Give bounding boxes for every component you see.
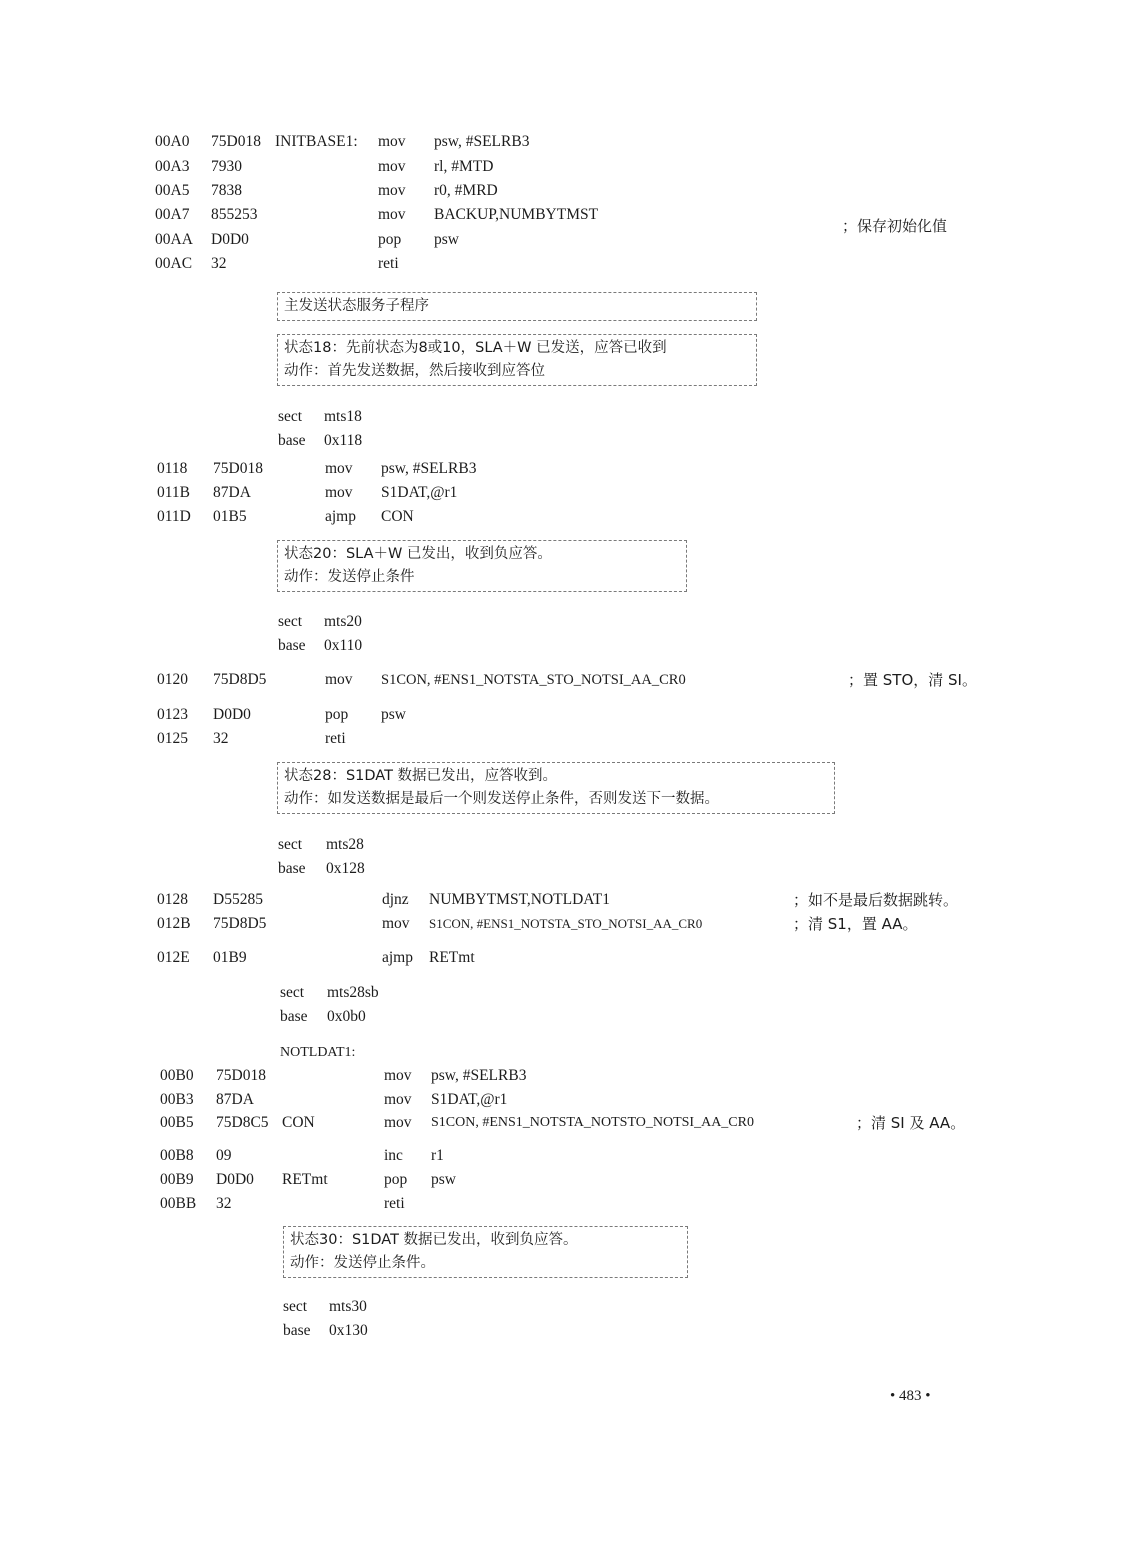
operands: S1DAT,@r1 (381, 484, 458, 501)
directive-value: mts30 (329, 1298, 367, 1315)
state-20-box (277, 540, 687, 592)
operands: RETmt (429, 949, 475, 966)
opcode-hex: 87DA (213, 484, 251, 501)
operands: CON (381, 508, 414, 525)
opcode-hex: 09 (216, 1147, 232, 1164)
mnemonic: reti (378, 255, 399, 272)
state-28-box (277, 762, 835, 814)
mnemonic: djnz (382, 891, 409, 908)
operands: psw, #SELRB3 (434, 133, 530, 150)
address: 00AA (155, 231, 193, 248)
opcode-hex: 75D8D5 (213, 671, 267, 688)
opcode-hex: 75D8D5 (213, 915, 267, 932)
opcode-hex: 32 (211, 255, 227, 272)
directive-keyword: base (278, 860, 306, 877)
code-label: NOTLDAT1: (280, 1045, 356, 1060)
address: 00A3 (155, 158, 190, 175)
mnemonic: ajmp (382, 949, 413, 966)
operands: S1CON, #ENS1_NOTSTA_STO_NOTSI_AA_CR0 (429, 916, 703, 931)
directive-value: mts20 (324, 613, 362, 630)
mnemonic: pop (378, 231, 402, 248)
directive-value: 0x110 (324, 637, 363, 654)
mnemonic: reti (384, 1195, 405, 1212)
directive-value: 0x0b0 (327, 1008, 366, 1025)
address: 00B3 (160, 1091, 194, 1108)
comment: ；置 STO，清 SI。 (848, 671, 977, 689)
operands: S1CON, #ENS1_NOTSTA_STO_NOTSI_AA_CR0 (381, 672, 686, 688)
mnemonic: mov (325, 460, 353, 477)
operands: rl, #MTD (434, 158, 494, 175)
opcode-hex: D0D0 (213, 706, 251, 723)
directive-value: mts18 (324, 408, 362, 425)
mnemonic: mov (384, 1067, 412, 1084)
mnemonic: mov (325, 484, 353, 501)
directive-keyword: base (278, 432, 306, 449)
comment: ；清 SI 及 AA。 (856, 1114, 966, 1132)
address: 00B0 (160, 1067, 194, 1084)
mnemonic: mov (384, 1091, 412, 1108)
mnemonic: mov (378, 158, 406, 175)
directive-value: mts28 (326, 836, 364, 853)
box-line-action: 动作：首先发送数据，然后接收到应答位 (284, 363, 545, 379)
opcode-hex: 01B5 (213, 508, 247, 525)
mnemonic: mov (378, 206, 406, 223)
directive-keyword: base (278, 637, 306, 654)
comment: ；保存初始化值 (842, 217, 948, 235)
directive-value: 0x128 (326, 860, 365, 877)
mnemonic: reti (325, 730, 346, 747)
directive-keyword: sect (278, 408, 303, 425)
address: 012E (157, 949, 190, 966)
operands: psw (431, 1171, 456, 1188)
mnemonic: mov (378, 182, 406, 199)
directive-value: 0x130 (329, 1322, 368, 1339)
operands: S1DAT,@r1 (431, 1091, 508, 1108)
mnemonic: inc (384, 1147, 403, 1164)
mnemonic: pop (384, 1171, 408, 1188)
address: 0128 (157, 891, 188, 908)
operands: r0, #MRD (434, 182, 498, 199)
box-line-state: 状态30：S1DAT 数据已发出，收到负应答。 (290, 1232, 578, 1248)
operands: psw (381, 706, 406, 723)
address: 011D (157, 508, 191, 525)
address: 00A7 (155, 206, 190, 223)
code-label: INITBASE1: (275, 133, 358, 150)
address: 00B5 (160, 1114, 194, 1131)
box-line-state: 状态28：S1DAT 数据已发出，应答收到。 (284, 768, 558, 784)
directive-keyword: sect (280, 984, 305, 1001)
box-line-state: 状态20：SLA＋W 已发出，收到负应答。 (284, 546, 552, 562)
opcode-hex: 75D018 (211, 133, 261, 150)
code-label: RETmt (282, 1171, 328, 1188)
address: 0123 (157, 706, 188, 723)
box-line-action: 动作：发送停止条件 (284, 569, 415, 585)
operands: r1 (431, 1147, 444, 1164)
directive-value: 0x118 (324, 432, 363, 449)
address: 00B9 (160, 1171, 194, 1188)
mnemonic: mov (382, 915, 410, 932)
opcode-hex: D0D0 (216, 1171, 254, 1188)
address: 00AC (155, 255, 193, 272)
opcode-hex: D55285 (213, 891, 263, 908)
address: 00A0 (155, 133, 190, 150)
mnemonic: mov (384, 1114, 412, 1131)
comment: ；清 S1，置 AA。 (793, 915, 918, 933)
opcode-hex: D0D0 (211, 231, 249, 248)
box-line-action: 动作：如发送数据是最后一个则发送停止条件，否则发送下一数据。 (284, 791, 719, 807)
box-line: 主发送状态服务子程序 (284, 298, 429, 314)
address: 00BB (160, 1195, 197, 1212)
directive-keyword: sect (283, 1298, 308, 1315)
directive-value: mts28sb (327, 984, 379, 1001)
address: 0120 (157, 671, 188, 688)
opcode-hex: 87DA (216, 1091, 254, 1108)
address: 00A5 (155, 182, 190, 199)
box-line-action: 动作：发送停止条件。 (290, 1255, 435, 1271)
opcode-hex: 01B9 (213, 949, 247, 966)
directive-keyword: sect (278, 613, 303, 630)
operands: NUMBYTMST,NOTLDAT1 (429, 891, 610, 908)
operands: S1CON, #ENS1_NOTSTA_NOTSTO_NOTSI_AA_CR0 (431, 1115, 754, 1130)
mnemonic: mov (378, 133, 406, 150)
section-title-box (277, 292, 757, 321)
page-number: • 483 • (890, 1388, 931, 1404)
operands: psw, #SELRB3 (431, 1067, 527, 1084)
opcode-hex: 7930 (211, 158, 242, 175)
opcode-hex: 855253 (211, 206, 258, 223)
mnemonic: ajmp (325, 508, 356, 525)
mnemonic: pop (325, 706, 349, 723)
directive-keyword: base (280, 1008, 308, 1025)
state-18-box (277, 334, 757, 386)
state-30-box (283, 1226, 688, 1278)
opcode-hex: 32 (216, 1195, 232, 1212)
address: 012B (157, 915, 191, 932)
operands: psw, #SELRB3 (381, 460, 477, 477)
comment: ；如不是最后数据跳转。 (793, 891, 959, 909)
mnemonic: mov (325, 671, 353, 688)
address: 0125 (157, 730, 188, 747)
opcode-hex: 75D8C5 (216, 1114, 269, 1131)
address: 011B (157, 484, 191, 501)
operands: BACKUP,NUMBYTMST (434, 206, 599, 223)
directive-keyword: base (283, 1322, 311, 1339)
directive-keyword: sect (278, 836, 303, 853)
address: 00B8 (160, 1147, 194, 1164)
opcode-hex: 75D018 (213, 460, 263, 477)
opcode-hex: 75D018 (216, 1067, 266, 1084)
code-label: CON (282, 1114, 315, 1131)
opcode-hex: 32 (213, 730, 229, 747)
operands: psw (434, 231, 459, 248)
address: 0118 (157, 460, 188, 477)
box-line-state: 状态18：先前状态为8或10，SLA＋W 已发送，应答已收到 (284, 340, 667, 356)
opcode-hex: 7838 (211, 182, 242, 199)
